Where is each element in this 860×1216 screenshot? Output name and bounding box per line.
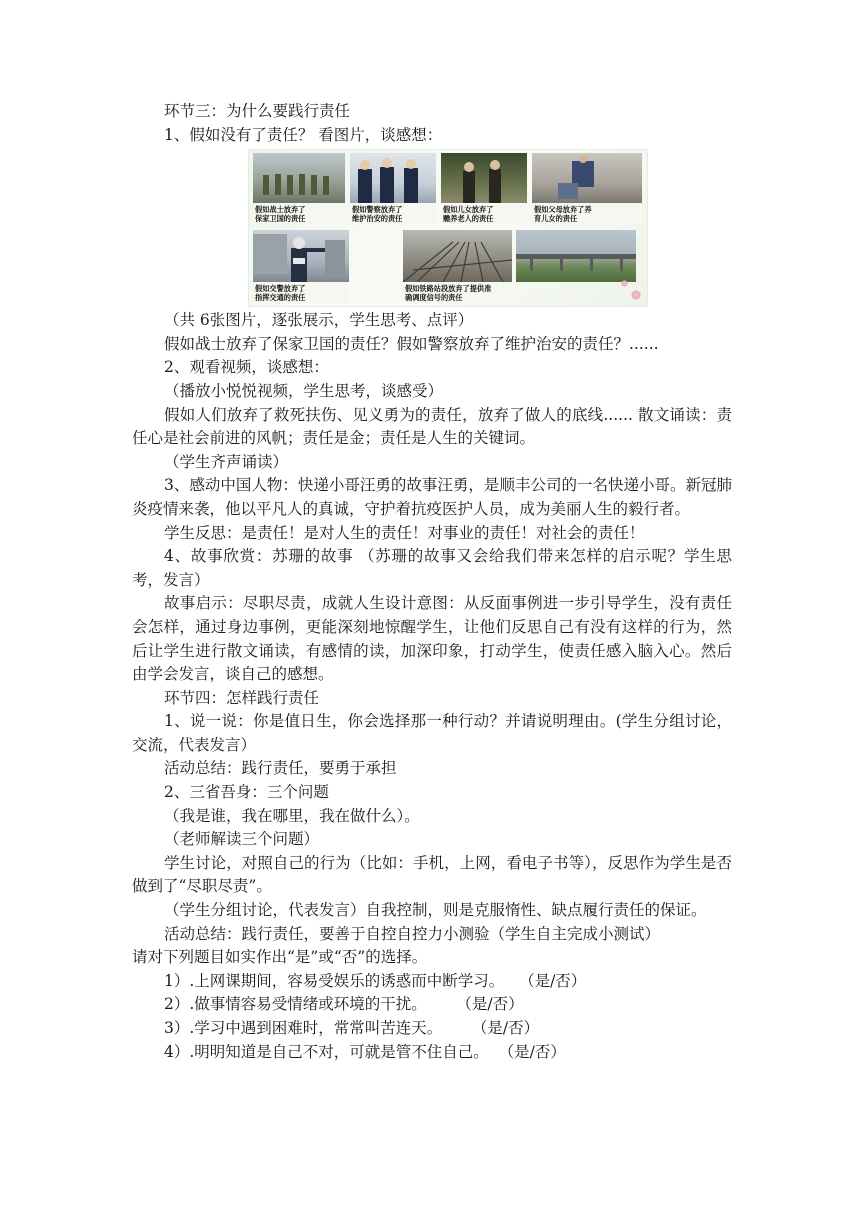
quiz-option: 4）.明明知道是自己不对，可就是管不住自己。 （是/否） xyxy=(164,1042,566,1061)
paragraph: 3、感动中国人物：快递小哥汪勇的故事汪勇，是顺丰公司的一名快递小哥。新冠肺炎疫情来袭，他以平凡人的真诚，守护着抗疫医护人员，成为美丽人生的毅行者。 xyxy=(132,476,732,518)
caption-elderly: 假如儿女放弃了 赡养老人的责任 xyxy=(441,205,527,224)
paragraph: （学生分组讨论，代表发言）自我控制，则是克服惰性、缺点履行责任的保证。 xyxy=(164,901,707,920)
paragraph: 学生讨论，对照自己的行为（比如：手机，上网，看电子书等），反思作为学生是否做到了“尽职尽责”。 xyxy=(132,853,732,896)
caption-traffic-police: 假如交警放弃了 指挥交通的责任 xyxy=(253,284,349,303)
paragraph: 学生反思：是责任！是对人生的责任！对事业的责任！对社会的责任！ xyxy=(164,523,645,542)
caption-police: 假如警察放弃了 维护治安的责任 xyxy=(350,205,436,224)
document-body xyxy=(132,100,732,1064)
caption-soldier: 假如战士放弃了 保家卫国的责任 xyxy=(253,205,345,224)
item-2-prompt: 2、观看视频，谈感想： xyxy=(164,358,329,377)
paragraph: 4、故事欣赏：苏珊的故事 （苏珊的故事又会给我们带来怎样的启示呢？学生思考，发言） xyxy=(132,547,732,589)
collage-note: （共 6张图片，逐张展示，学生思考、点评） xyxy=(164,311,474,330)
caption-parents: 假如父母放弃了养 育儿女的责任 xyxy=(532,205,642,224)
paragraph: （我是谁，我在哪里，我在做什么）。 xyxy=(164,806,420,825)
section-heading-3: 环节三：为什么要践行责任 xyxy=(164,102,351,120)
item-1-prompt: 1、假如没有了责任？ 看图片，谈感想： xyxy=(164,125,443,144)
elderly-photo xyxy=(441,153,527,224)
paragraph: （学生齐声诵读） xyxy=(164,452,289,471)
paragraph: （老师解读三个问题） xyxy=(164,830,320,849)
image-collage xyxy=(248,149,648,307)
paragraph: 活动总结：践行责任，要善于自控自控力小测验（学生自主完成小测试） xyxy=(164,924,661,943)
paragraph: 请对下列题目如实作出“是”或“否”的选择。 xyxy=(132,948,428,967)
railway-photo xyxy=(403,230,512,303)
decorative-flower xyxy=(621,280,628,287)
quiz-option: 2）.做事情容易受情绪或环境的干扰。 （是/否） xyxy=(164,995,524,1014)
quiz-option: 3）.学习中遇到困难时，常常叫苦连天。 （是/否） xyxy=(164,1019,540,1037)
paragraph: 假如人们放弃了救死扶伤、见义勇为的责任，放弃了做人的底线...... 散文诵读：责任心是社会前进的风帆；责任是金；责任是人生的关键词。 xyxy=(132,405,732,448)
paragraph: 2、三省吾身：三个问题 xyxy=(164,783,329,802)
paragraph: 假如战士放弃了保家卫国的责任？假如警察放弃了维护治安的责任？...... xyxy=(164,334,659,353)
bridge-photo xyxy=(516,230,636,282)
paragraph: （播放小悦悦视频，学生思考，谈感受） xyxy=(164,381,444,400)
police-photo xyxy=(350,153,436,224)
traffic-police-photo xyxy=(253,230,349,303)
parents-photo xyxy=(532,153,642,224)
quiz-option: 1）.上网课期间，容易受娱乐的诱惑而中断学习。 （是/否） xyxy=(164,971,587,990)
decorative-flower xyxy=(631,290,641,300)
paragraph: 活动总结：践行责任，要勇于承担 xyxy=(164,759,397,778)
soldier-photo xyxy=(253,153,345,224)
paragraph: 1、说一说：你是值日生，你会选择那一种行动？并请说明理由。(学生分组讨论，交流，代表发言） xyxy=(132,712,732,754)
section-heading-4: 环节四：怎样践行责任 xyxy=(164,688,320,707)
paragraph: 故事启示：尽职尽责，成就人生设计意图：从反面事例进一步引导学生，没有责任会怎样，通过身边事例，更能深刻地惊醒学生，让他们反思自己有没有这样的行为，然后让学生进行散文诵读，有感情的读，加深印象，打动学生，使责任感入脑入心。然后由学会发言，谈自己的感想。 xyxy=(132,594,732,684)
caption-railway: 假如铁路站段放弃了提供准 确调度信号的责任 xyxy=(403,284,512,303)
